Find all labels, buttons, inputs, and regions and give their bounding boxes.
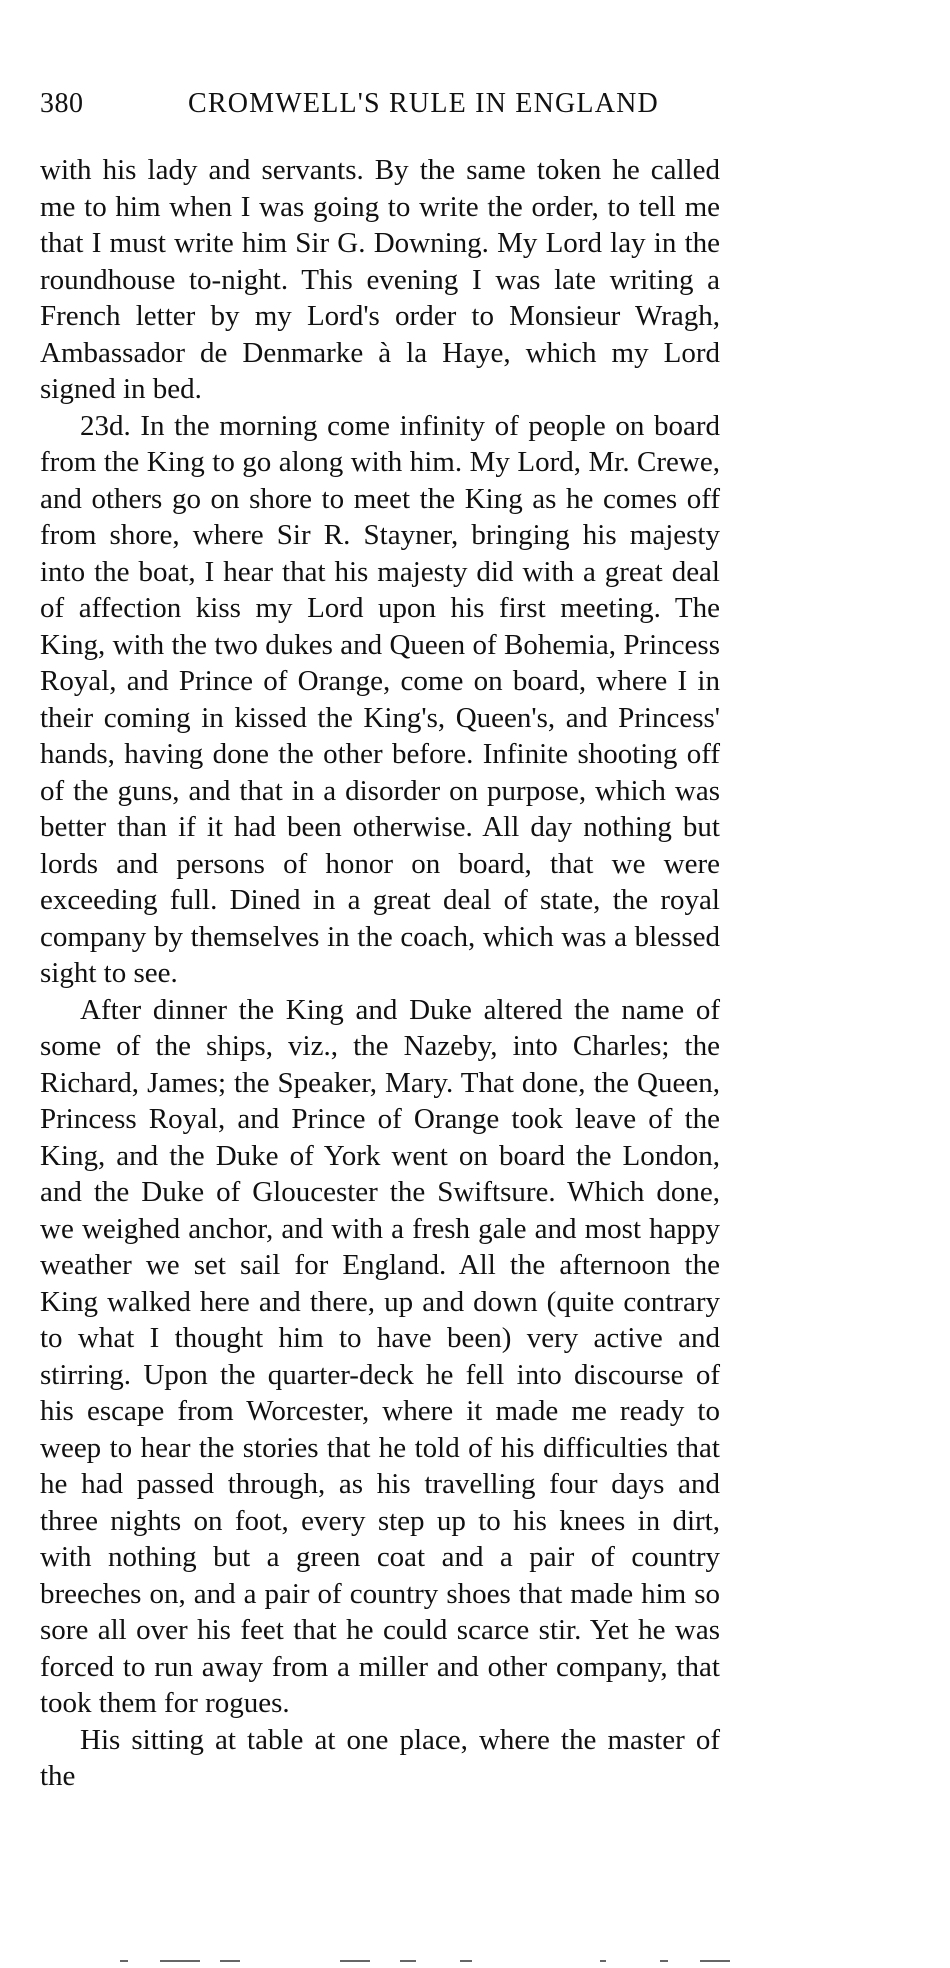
body-text (40, 152, 720, 1795)
paragraph-after-dinner: After dinner the King and Duke altered the name of some of the ships, viz., the Nazeby, into Charles; the Richard, James; the Speaker, Mary. That done, the Queen, Princess Royal, and Prince of Orange took leave of the King, and the Duke of York went on board the London, and the Duke of Gloucester the Swiftsure. Which done, we weighed anchor, and with a fresh gale and most happy weather we set sail for England. All the afternoon the King walked here and there, up and down (quite contrary to what I thought him to have been) very active and stirring. Upon the quarter-deck he fell into discourse of his escape from Worcester, where it made me ready to weep to hear the stories that he told of his difficulties that he had passed through, as his travelling four days and three nights on foot, every step up to his knees in dirt, with nothing but a green coat and a pair of country breeches on, and a pair of country shoes that made him so sore all over his feet that he could scarce stir. Yet he was forced to run away from a miller and other company, that took them for rogues. (40, 993, 720, 1719)
scan-artifact-marks (120, 1960, 740, 1968)
paragraph-his-sitting: His sitting at table at one place, where the master of the (40, 1723, 720, 1792)
paragraph-continuation: with his lady and servants. By the same token he called me to him when I was going to write the order, to tell me that I must write him Sir G. Downing. My Lord lay in the roundhouse to-night. This evening I was late writing a French letter by my Lord's order to Monsieur Wragh, Ambassador de Denmarke à la Haye, which my Lord signed in bed. (40, 154, 720, 405)
page-number: 380 (40, 88, 84, 119)
running-title: CROMWELL'S RULE IN ENGLAND (188, 88, 659, 119)
paragraph-23d: 23d. In the morning come infinity of people on board from the King to go along with him. My Lord, Mr. Crewe, and others go on shore to meet the King as he comes off from shore, where Sir R. Stayner, bringing his majesty into the boat, I hear that his majesty did with a great deal of affection kiss my Lord upon his first meeting. The King, with the two dukes and Queen of Bohemia, Princess Royal, and Prince of Orange, come on board, where I in their coming in kissed the King's, Queen's, and Princess' hands, having done the other before. Infinite shooting off of the guns, and that in a disorder on purpose, which was better than if it had been otherwise. All day nothing but lords and persons of honor on board, that we were exceeding full. Dined in a great deal of state, the royal company by themselves in the coach, which was a blessed sight to see. (40, 409, 720, 989)
page-header (40, 88, 800, 128)
